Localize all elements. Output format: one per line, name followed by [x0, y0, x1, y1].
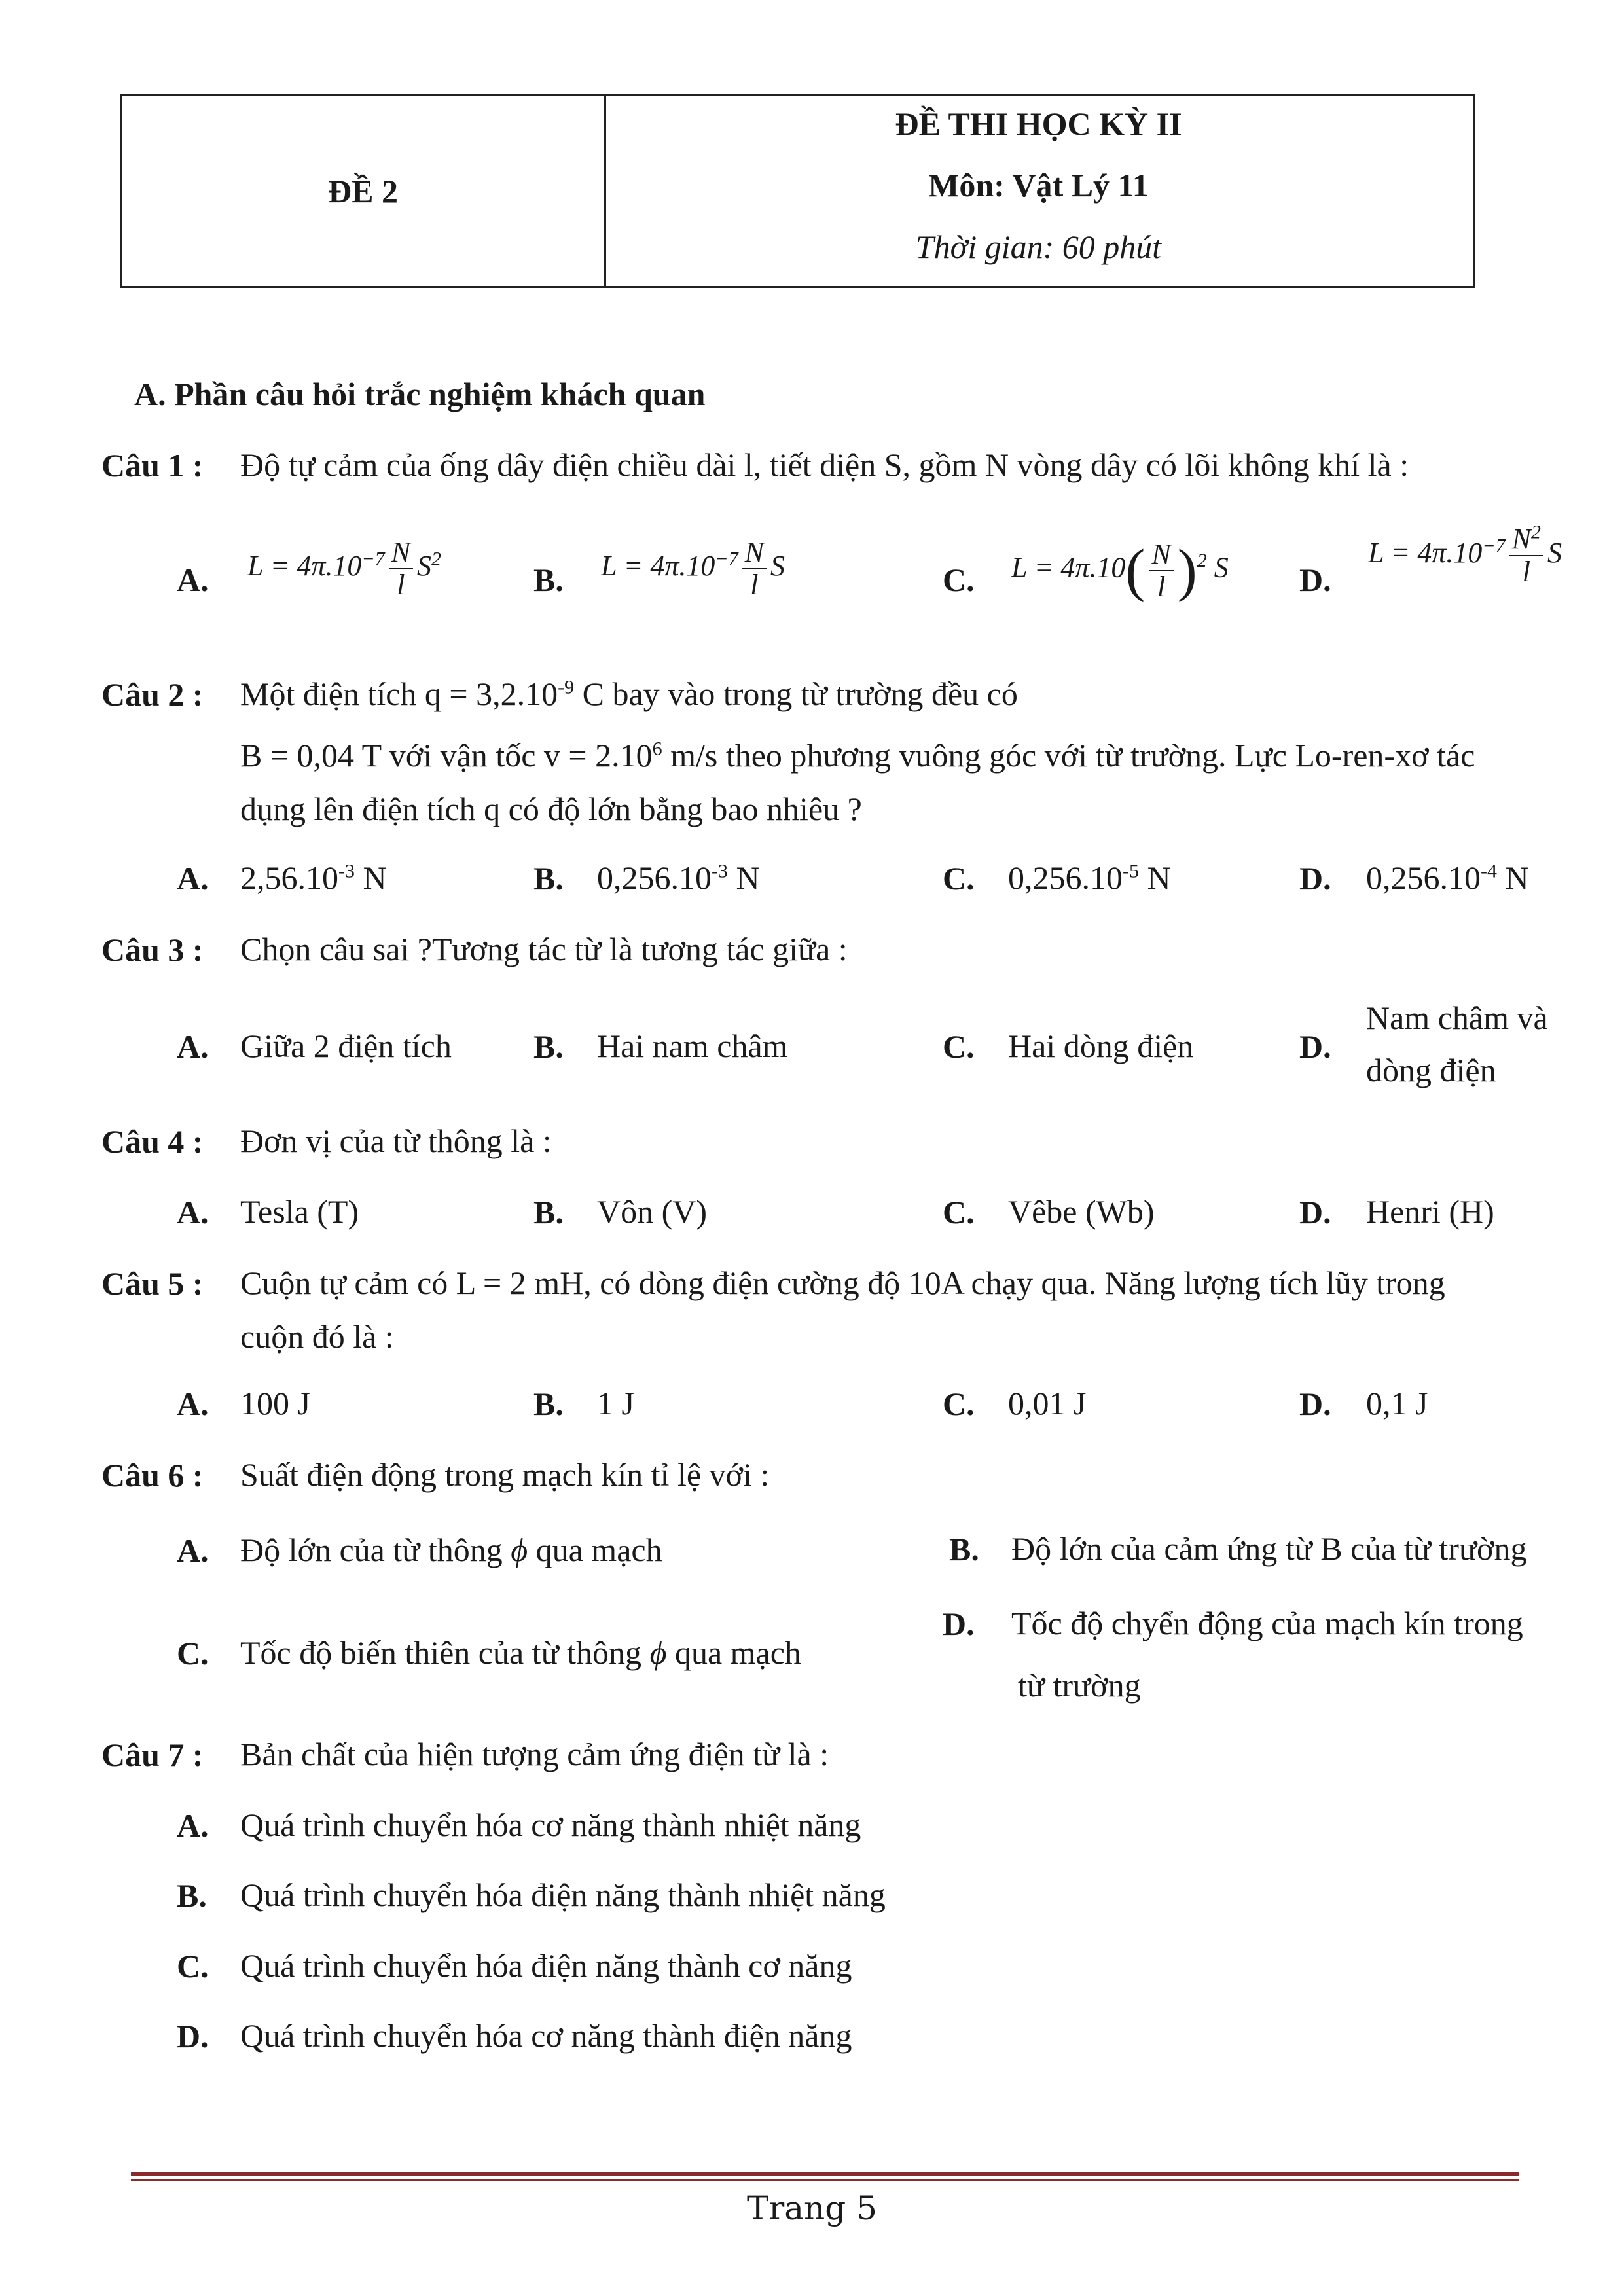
- q2-option-c-key: C.: [943, 860, 975, 897]
- q2-option-d-key: D.: [1299, 860, 1331, 897]
- exam-title: ĐỀ THI HỌC KỲ II: [895, 105, 1182, 142]
- q6-a-before: Độ lớn của từ thông: [240, 1532, 511, 1568]
- q1-option-c-key: C.: [943, 562, 975, 598]
- q4-option-d: Henri (H): [1366, 1193, 1494, 1230]
- question-2-line3: dụng lên điện tích q có độ lớn bằng bao nhiêu ?: [240, 791, 862, 827]
- q2-option-b-key: B.: [533, 860, 564, 897]
- q4-option-b: Vôn (V): [597, 1193, 708, 1230]
- q2-b-exp: -3: [712, 860, 728, 882]
- question-7-text: Bản chất của hiện tượng cảm ứng điện từ là :: [240, 1736, 829, 1772]
- q2-option-c: [1008, 858, 1171, 897]
- q1-option-c-formula: L = 4π.10( $\frac{N}{l}$ )$^2$ S: [1011, 537, 1229, 603]
- q2-d-base: 0,256.10: [1366, 859, 1481, 896]
- q2-a-unit: N: [355, 859, 387, 896]
- q2-d-exp: -4: [1481, 860, 1497, 882]
- q7-option-a-key: A.: [177, 1807, 209, 1844]
- q4-option-c-key: C.: [943, 1194, 975, 1230]
- q2-line1-base: Một điện tích q = 3,2.10: [240, 675, 558, 712]
- q2-d-unit: N: [1497, 859, 1529, 896]
- q2-option-b: [597, 858, 760, 897]
- question-5-line1: Cuộn tự cảm có L = 2 mH, có dòng điện cường độ 10A chạy qua. Năng lượng tích lũy trong: [240, 1265, 1445, 1301]
- question-2-line2: [240, 736, 1475, 775]
- q1-option-d-key: D.: [1299, 562, 1331, 598]
- question-2-label: Câu 2 :: [101, 676, 204, 713]
- question-4-text: Đơn vị của từ thông là :: [240, 1122, 552, 1159]
- q5-option-c: 0,01 J: [1008, 1385, 1087, 1422]
- q4-option-a: Tesla (T): [240, 1193, 359, 1230]
- q7-option-c-key: C.: [177, 1948, 209, 1984]
- q6-option-c: [240, 1633, 801, 1672]
- q2-option-d: [1366, 858, 1529, 897]
- question-5-label: Câu 5 :: [101, 1265, 204, 1302]
- q6-option-d-line1: Tốc độ chyển động của mạch kín trong: [1011, 1605, 1523, 1641]
- q2-a-exp: -3: [338, 860, 355, 882]
- q7-option-b: Quá trình chuyển hóa điện năng thành nhiệt năng: [240, 1876, 886, 1913]
- q3-option-b: Hai nam châm: [597, 1028, 788, 1064]
- question-5-line2: cuộn đó là :: [240, 1318, 394, 1355]
- q6-option-d-key: D.: [943, 1605, 975, 1642]
- question-2-line1: [240, 674, 1018, 713]
- exam-duration: Thời gian: 60 phút: [915, 228, 1162, 265]
- q6-option-c-key: C.: [177, 1635, 209, 1672]
- question-6-text: Suất điện động trong mạch kín tỉ lệ với :: [240, 1456, 770, 1493]
- exam-subject: Môn: Vật Lý 11: [928, 167, 1149, 204]
- question-3-label: Câu 3 :: [101, 931, 204, 968]
- q6-c-after: qua mạch: [666, 1634, 801, 1671]
- q2-option-a: [240, 858, 387, 897]
- q3-option-c: Hai dòng điện: [1008, 1028, 1194, 1064]
- q7-option-c: Quá trình chuyển hóa điện năng thành cơ năng: [240, 1947, 852, 1984]
- q7-option-d-key: D.: [177, 2018, 209, 2054]
- q2-line1-end: C bay vào trong từ trường đều có: [574, 675, 1018, 712]
- q6-a-after: qua mạch: [528, 1532, 662, 1568]
- q5-option-a: 100 J: [240, 1385, 310, 1422]
- q1-option-a-formula: $L = 4\pi.10^{-7}$ $\frac{N}{l}$ $S^2$: [247, 536, 442, 601]
- q5-option-d-key: D.: [1299, 1386, 1331, 1422]
- q3-option-c-key: C.: [943, 1028, 975, 1065]
- q6-option-b: Độ lớn của cảm ứng từ B của từ trường: [1011, 1530, 1527, 1567]
- q2-b-unit: N: [728, 859, 760, 896]
- question-4-label: Câu 4 :: [101, 1123, 204, 1160]
- question-1-text: Độ tự cảm của ống dây điện chiều dài l, tiết diện S, gồm N vòng dây có lõi không khí là :: [240, 446, 1409, 483]
- question-1-label: Câu 1 :: [101, 447, 204, 484]
- question-7-label: Câu 7 :: [101, 1736, 204, 1773]
- q3-option-d-line1: Nam châm và: [1366, 999, 1548, 1036]
- q2-c-exp: -5: [1123, 860, 1139, 882]
- q2-a-base: 2,56.10: [240, 859, 338, 896]
- q3-option-d-line2: dòng điện: [1366, 1052, 1496, 1088]
- q2-line1-exp: -9: [558, 676, 575, 698]
- q6-c-before: Tốc độ biến thiên của từ thông: [240, 1634, 650, 1671]
- q2-b-base: 0,256.10: [597, 859, 712, 896]
- q2-line2-exp: 6: [652, 738, 662, 760]
- q2-option-a-key: A.: [177, 860, 209, 897]
- q4-option-d-key: D.: [1299, 1194, 1331, 1230]
- q1-option-b-formula: $L = 4\pi.10^{-7}$ $\frac{N}{l}$ S: [601, 536, 785, 601]
- q5-option-b-key: B.: [533, 1386, 564, 1422]
- q2-line2-base: B = 0,04 T với vận tốc v = 2.10: [240, 737, 653, 774]
- q1-option-d-formula: $L = 4\pi.10^{-7}$ $\frac{N^2}{l}$ S: [1368, 521, 1562, 588]
- q3-option-b-key: B.: [533, 1028, 564, 1065]
- q1-option-b-key: B.: [533, 562, 564, 598]
- q3-option-d-key: D.: [1299, 1028, 1331, 1065]
- q4-option-c: Vêbe (Wb): [1008, 1193, 1155, 1230]
- q6-option-a: [240, 1530, 662, 1570]
- q4-option-a-key: A.: [177, 1194, 209, 1230]
- exam-header-table: [120, 94, 1475, 288]
- q1-option-a-key: A.: [177, 562, 209, 598]
- phi-symbol: ϕ: [649, 1634, 667, 1671]
- q3-option-a-key: A.: [177, 1028, 209, 1065]
- q6-option-d-line2: từ trường: [1018, 1667, 1141, 1704]
- q6-option-b-key: B.: [949, 1531, 979, 1568]
- q6-option-a-key: A.: [177, 1532, 209, 1569]
- footer-divider-thin: [131, 2179, 1519, 2181]
- question-6-label: Câu 6 :: [101, 1457, 204, 1494]
- q2-c-unit: N: [1139, 859, 1171, 896]
- q5-option-a-key: A.: [177, 1386, 209, 1422]
- footer-divider: [131, 2172, 1519, 2176]
- phi-symbol: ϕ: [511, 1532, 528, 1568]
- q3-option-a: Giữa 2 điện tích: [240, 1028, 452, 1064]
- exam-code: ĐỀ 2: [122, 96, 606, 286]
- section-title: A. Phần câu hỏi trắc nghiệm khách quan: [134, 376, 706, 412]
- q7-option-a: Quá trình chuyển hóa cơ năng thành nhiệt năng: [240, 1806, 861, 1843]
- q5-option-b: 1 J: [597, 1385, 634, 1422]
- q7-option-d: Quá trình chuyển hóa cơ năng thành điện năng: [240, 2017, 852, 2054]
- q7-option-b-key: B.: [177, 1877, 207, 1914]
- exam-info: [604, 96, 1473, 286]
- question-3-text: Chọn câu sai ?Tương tác từ là tương tác giữa :: [240, 931, 848, 967]
- q5-option-d: 0,1 J: [1366, 1385, 1428, 1422]
- q2-c-base: 0,256.10: [1008, 859, 1123, 896]
- q5-option-c-key: C.: [943, 1386, 975, 1422]
- q2-line2-end: m/s theo phương vuông góc với từ trường. Lực Lo-ren-xơ tác: [662, 737, 1475, 774]
- q4-option-b-key: B.: [533, 1194, 564, 1230]
- page-number: Trang 5: [747, 2189, 877, 2227]
